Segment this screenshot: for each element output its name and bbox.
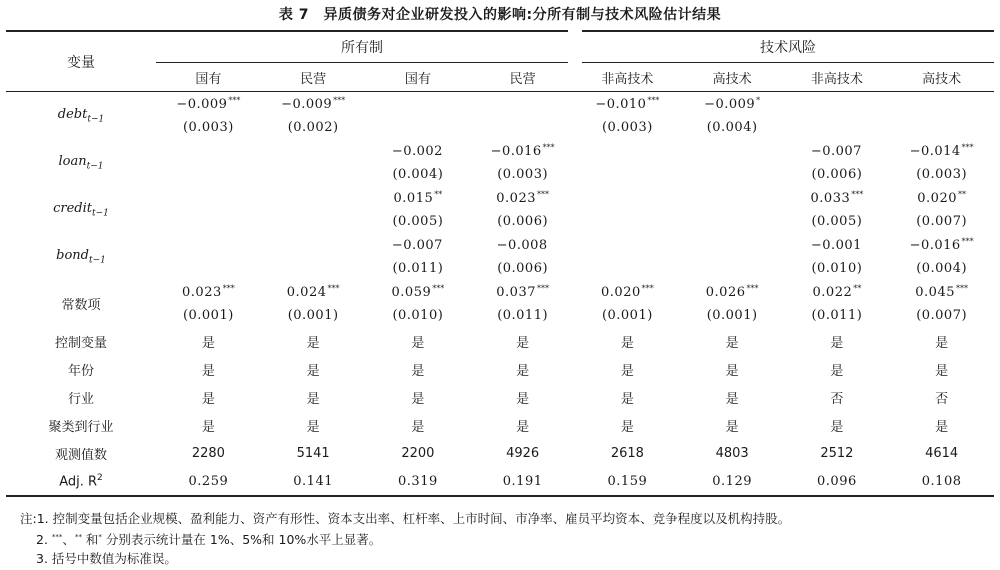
variable-label: loan$_{t-1}$ xyxy=(58,153,104,172)
std-error-cell xyxy=(680,163,785,186)
std-error-cell xyxy=(261,257,366,280)
note-1: 注:1. 控制变量包括企业规模、盈利能力、资产有形性、资本支出率、杠杆率、上市时间、市净率、雇员平均资本、竞争程度以及机构持股。 xyxy=(20,511,791,526)
coefficient-cell: 0.059*** xyxy=(391,284,445,300)
control-cell: 是 xyxy=(516,335,530,351)
std-error-cell: (0.001) xyxy=(601,308,653,323)
coefficient-cell xyxy=(261,233,366,257)
coefficient-cell: −0.016*** xyxy=(909,237,974,253)
std-error-cell xyxy=(261,163,366,186)
std-error-cell: (0.003) xyxy=(182,120,234,135)
control-cell: 是 xyxy=(620,391,634,407)
control-cell: 是 xyxy=(725,363,739,379)
variable-label: credit$_{t-1}$ xyxy=(53,200,109,219)
control-cell: 4803 xyxy=(715,445,749,461)
column-header: 民营 xyxy=(261,63,366,92)
std-error-cell: (0.010) xyxy=(811,261,863,276)
std-error-cell xyxy=(156,257,261,280)
coefficient-cell: −0.009*** xyxy=(281,96,346,112)
control-cell: 是 xyxy=(201,419,215,435)
adj-r2-cell: 0.159 xyxy=(575,467,680,496)
std-error-cell: (0.007) xyxy=(916,308,968,323)
std-error-cell xyxy=(575,163,680,186)
control-row xyxy=(6,327,994,355)
std-error-cell xyxy=(156,163,261,186)
column-header: 高技术 xyxy=(680,63,785,92)
coefficient-cell xyxy=(680,186,785,210)
std-error-cell: (0.004) xyxy=(392,167,444,182)
column-header: 国有 xyxy=(156,63,261,92)
std-error-cell: (0.003) xyxy=(497,167,549,182)
coefficient-cell xyxy=(261,139,366,163)
coefficient-cell: −0.010*** xyxy=(595,96,660,112)
control-cell: 否 xyxy=(830,391,844,407)
control-cell: 是 xyxy=(306,419,320,435)
coefficient-cell: 0.023*** xyxy=(496,190,549,206)
control-cell: 是 xyxy=(830,419,844,435)
std-error-cell xyxy=(366,116,471,139)
coefficient-cell: −0.008 xyxy=(496,238,548,253)
std-error-cell: (0.011) xyxy=(811,308,863,323)
variable-label: bond$_{t-1}$ xyxy=(56,247,106,266)
control-cell: 是 xyxy=(620,335,634,351)
table-title: 表 7 异质债务对企业研发投入的影响:分所有制与技术风险估计结果 xyxy=(278,7,722,23)
std-error-cell: (0.006) xyxy=(497,261,549,276)
column-header: 非高技术 xyxy=(785,63,890,92)
coefficient-cell xyxy=(470,92,575,117)
control-cell: 是 xyxy=(201,335,215,351)
coef-row xyxy=(6,280,994,304)
row-label: 控制变量 xyxy=(54,335,107,351)
group-header-ownership: 所有制 xyxy=(156,31,575,63)
control-cell: 是 xyxy=(411,391,425,407)
control-cell: 是 xyxy=(411,363,425,379)
coefficient-cell: −0.014*** xyxy=(909,143,974,159)
coefficient-cell xyxy=(156,233,261,257)
coefficient-cell xyxy=(575,233,680,257)
std-error-cell: (0.006) xyxy=(811,167,863,182)
coefficient-cell: 0.023*** xyxy=(182,284,235,300)
std-error-cell xyxy=(261,210,366,233)
std-error-cell xyxy=(575,257,680,280)
control-row xyxy=(6,439,994,467)
control-cell: 2200 xyxy=(401,445,435,461)
control-cell: 是 xyxy=(935,363,949,379)
std-error-cell: (0.006) xyxy=(497,214,549,229)
coefficient-cell: −0.007 xyxy=(810,144,862,159)
std-error-cell: (0.001) xyxy=(706,308,758,323)
control-cell: 是 xyxy=(725,391,739,407)
control-cell: 是 xyxy=(830,363,844,379)
variable-header: 变量 xyxy=(6,31,156,92)
adj-r2-cell: 0.141 xyxy=(261,467,366,496)
coefficient-cell xyxy=(156,139,261,163)
coefficient-cell: −0.001 xyxy=(810,238,862,253)
coefficient-cell: −0.009* xyxy=(704,96,761,112)
std-error-cell: (0.001) xyxy=(287,308,339,323)
coefficient-cell: 0.037*** xyxy=(496,284,549,300)
control-cell: 是 xyxy=(306,363,320,379)
coefficient-cell: 0.026*** xyxy=(705,284,759,300)
control-cell: 2618 xyxy=(610,445,644,461)
control-cell: 否 xyxy=(935,391,949,407)
control-cell: 是 xyxy=(935,335,949,351)
control-cell: 4926 xyxy=(506,445,540,461)
control-cell: 是 xyxy=(516,419,530,435)
coefficient-cell xyxy=(156,186,261,210)
control-cell: 是 xyxy=(411,419,425,435)
control-cell: 是 xyxy=(306,391,320,407)
header-row-groups xyxy=(6,31,994,63)
control-cell: 是 xyxy=(725,419,739,435)
coef-row xyxy=(6,233,994,257)
control-cell: 是 xyxy=(830,335,844,351)
control-cell: 是 xyxy=(935,419,949,435)
coef-row xyxy=(6,186,994,210)
row-label: 年份 xyxy=(67,363,94,379)
regression-table xyxy=(6,30,994,497)
coefficient-cell xyxy=(366,92,471,117)
std-error-cell xyxy=(470,116,575,139)
std-error-cell: (0.002) xyxy=(287,120,339,135)
coefficient-cell xyxy=(785,92,890,117)
std-error-cell: (0.011) xyxy=(392,261,444,276)
row-label: 观测值数 xyxy=(54,447,107,463)
control-cell: 2280 xyxy=(191,445,225,461)
coefficient-cell xyxy=(889,92,994,117)
coefficient-cell: 0.033*** xyxy=(810,190,864,206)
coefficient-cell: 0.015** xyxy=(393,190,443,206)
coefficient-cell xyxy=(680,139,785,163)
column-header: 民营 xyxy=(470,63,575,92)
control-cell: 5141 xyxy=(296,445,330,461)
adj-r2-cell: 0.191 xyxy=(470,467,575,496)
column-header: 非高技术 xyxy=(575,63,680,92)
row-label: Adj. $R^2$ xyxy=(6,467,156,496)
coef-row xyxy=(6,139,994,163)
adj-r2-cell: 0.096 xyxy=(785,467,890,496)
adj-r2-cell: 0.319 xyxy=(366,467,471,496)
control-cell: 是 xyxy=(620,419,634,435)
variable-label: debt$_{t-1}$ xyxy=(57,106,105,125)
std-error-cell: (0.005) xyxy=(811,214,863,229)
std-error-cell: (0.003) xyxy=(916,167,968,182)
control-cell: 是 xyxy=(201,391,215,407)
note-2: 2. ***、** 和* 分别表示统计量在 1%、5%和 10%水平上显著。 xyxy=(36,532,382,547)
coefficient-cell: 0.045*** xyxy=(915,284,968,300)
coefficient-cell: 0.024*** xyxy=(286,284,340,300)
table-body xyxy=(6,92,994,497)
group-header-tech-risk: 技术风险 xyxy=(575,31,994,63)
control-cell: 4614 xyxy=(925,445,959,461)
control-row xyxy=(6,355,994,383)
std-error-cell xyxy=(889,116,994,139)
variable-label: 常数项 xyxy=(61,298,101,313)
coefficient-cell: 0.020*** xyxy=(601,284,654,300)
control-cell: 是 xyxy=(306,335,320,351)
control-row xyxy=(6,383,994,411)
control-cell: 是 xyxy=(725,335,739,351)
control-cell: 是 xyxy=(411,335,425,351)
coefficient-cell xyxy=(575,139,680,163)
std-error-cell: (0.004) xyxy=(706,120,758,135)
std-error-cell: (0.007) xyxy=(916,214,968,229)
coefficient-cell: −0.002 xyxy=(391,144,443,159)
note-3: 3. 括号中数值为标准误。 xyxy=(36,551,177,566)
row-label: 行业 xyxy=(67,391,94,407)
std-error-cell xyxy=(680,210,785,233)
std-error-cell: (0.010) xyxy=(392,308,444,323)
adj-r2-cell: 0.108 xyxy=(889,467,994,496)
adj-r2-cell: 0.129 xyxy=(680,467,785,496)
control-cell: 是 xyxy=(620,363,634,379)
std-error-cell xyxy=(680,257,785,280)
control-cell: 是 xyxy=(516,391,530,407)
std-error-cell: (0.005) xyxy=(392,214,444,229)
column-header: 高技术 xyxy=(889,63,994,92)
control-row xyxy=(6,411,994,439)
coef-row xyxy=(6,92,994,117)
coefficient-cell: −0.007 xyxy=(391,238,443,253)
std-error-cell xyxy=(575,210,680,233)
coefficient-cell: 0.022** xyxy=(812,284,862,300)
std-error-cell xyxy=(785,116,890,139)
adj-r2-cell: 0.259 xyxy=(156,467,261,496)
column-header: 国有 xyxy=(366,63,471,92)
adj-r2-row xyxy=(6,467,994,496)
coefficient-cell xyxy=(261,186,366,210)
coefficient-cell: −0.009*** xyxy=(176,96,241,112)
std-error-cell: (0.011) xyxy=(497,308,549,323)
std-error-cell: (0.001) xyxy=(182,308,234,323)
coefficient-cell xyxy=(575,186,680,210)
control-cell: 是 xyxy=(201,363,215,379)
std-error-cell: (0.004) xyxy=(916,261,968,276)
control-cell: 是 xyxy=(516,363,530,379)
row-label: 聚类到行业 xyxy=(48,419,114,435)
table-notes xyxy=(20,509,990,568)
std-error-cell xyxy=(156,210,261,233)
std-error-cell: (0.003) xyxy=(601,120,653,135)
coefficient-cell xyxy=(680,233,785,257)
coefficient-cell: −0.016*** xyxy=(490,143,555,159)
control-cell: 2512 xyxy=(820,445,854,461)
coefficient-cell: 0.020** xyxy=(917,190,966,206)
